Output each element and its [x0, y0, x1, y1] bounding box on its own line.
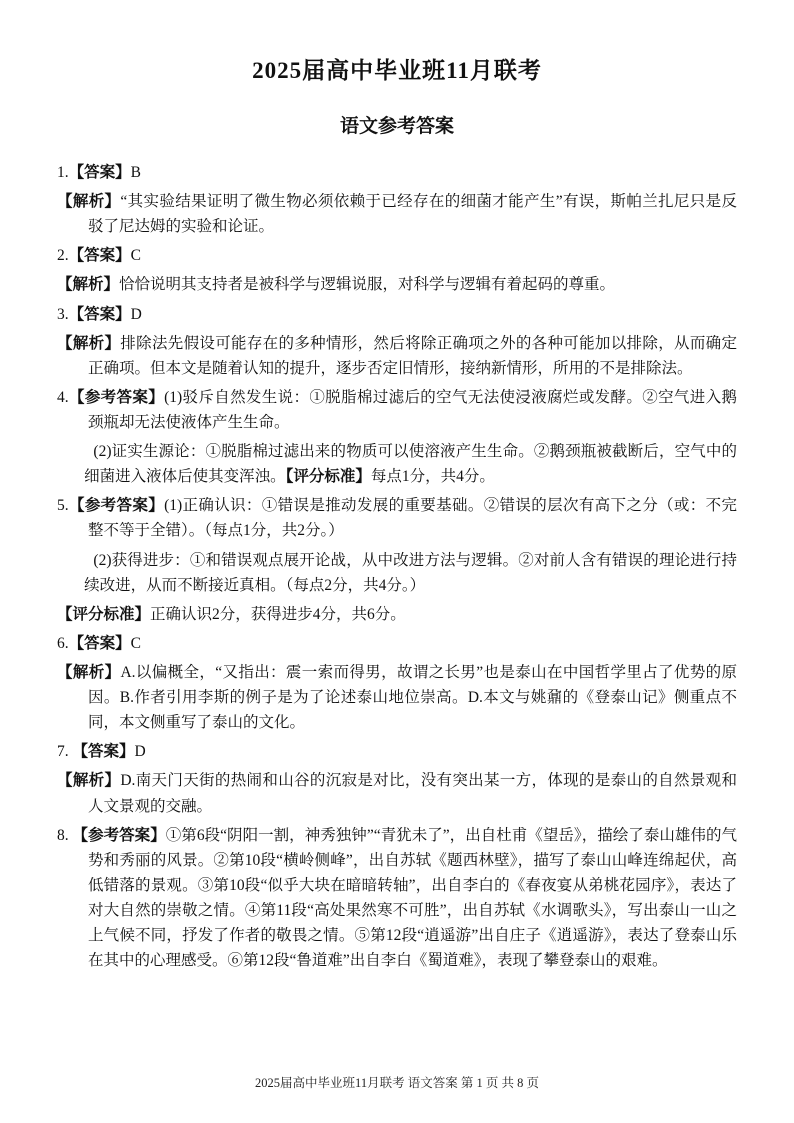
page-footer: 2025届高中毕业班11月联考 语文答案 第 1 页 共 8 页	[255, 1076, 539, 1090]
answer-3: 3.【答案】D	[57, 305, 142, 323]
reference-answer-5: 5.【参考答案】(1)正确认识：①错误是推动发展的重要基础。②错误的层次有高下之分（或：不完整不等于全错）。（每点1分，共2分。）	[57, 497, 737, 540]
answer-content	[57, 160, 737, 973]
analysis-6: 【解析】A.以偏概全，“又指出：震一索而得男，故谓之长男”也是泰山在中国哲学里占了优势的原因。B.作者引用李斯的例子是为了论述泰山地位崇高。D.本文与姚鼐的《登泰山记》侧重点不同，本文侧重写了泰山的文化。	[57, 663, 737, 732]
answer-6: 6.【答案】C	[57, 634, 141, 652]
reference-answer-5-continued: (2)获得进步：①和错误观点展开论战，从中改进方法与逻辑。②对前人含有错误的理论进行持续改进，从而不断接近真相。（每点2分，共4分。）	[84, 551, 737, 594]
page-subtitle: 语文参考答案	[339, 116, 454, 137]
reference-answer-4-continued: (2)证实生源论：①脱脂棉过滤出来的物质可以使溶液产生生命。②鹅颈瓶被截断后，空气中的细菌进入液体后使其变浑浊。【评分标准】每点1分，共4分。	[84, 443, 737, 486]
scoring-standard-5: 【评分标准】正确认识2分，获得进步4分，共6分。	[57, 605, 406, 623]
answer-7: 7. 【答案】D	[57, 743, 146, 761]
reference-answer-4: 4.【参考答案】(1)驳斥自然发生说：①脱脂棉过滤后的空气无法使浸液腐烂或发酵。②空气进入鹅颈瓶却无法使液体产生生命。	[57, 388, 737, 431]
analysis-1: 【解析】“其实验结果证明了微生物必须依赖于已经存在的细菌才能产生”有误，斯帕兰扎尼只是反驳了尼达姆的实验和论证。	[57, 193, 737, 236]
analysis-2: 【解析】恰恰说明其支持者是被科学与逻辑说服，对科学与逻辑有着起码的尊重。	[57, 276, 616, 294]
analysis-7: 【解析】D.南天门天街的热闹和山谷的沉寂是对比，没有突出某一方，体现的是泰山的自然景观和人文景观的交融。	[57, 772, 737, 815]
answer-1: 1.【答案】B	[57, 164, 141, 181]
reference-answer-8: 8. 【参考答案】①第6段“阴阳一割，神秀独钟”“青犹未了”，出自杜甫《望岳》，描绘了泰山雄伟的气势和秀丽的风景。②第10段“横岭侧峰”，出自苏轼《题西林壁》，描写了泰山山峰连绵起伏，高低错落的景观。③第10段“似乎大块在暗暗转轴”，出自李白的《春夜宴从弟桃花园序》，表达了对大自然的崇敬之情。④第11段“高处果然寒不可胜”，出自苏轼《水调歌头》，写出泰山一山之上气候不同，抒发了作者的敬畏之情。⑤第12段“逍遥游”出自庄子《逍遥游》，表达了登泰山乐在其中的心理感受。⑥第12段“鲁道难”出自李白《蜀道难》，表现了攀登泰山的艰难。	[57, 826, 737, 970]
answer-2: 2.【答案】C	[57, 247, 141, 265]
analysis-3: 【解析】排除法先假设可能存在的多种情形，然后将除正确项之外的各种可能加以排除，从而确定正确项。但本文是随着认知的提升，逐步否定旧情形，接纳新情形，所用的不是排除法。	[57, 334, 737, 377]
page-title: 2025届高中毕业班11月联考	[252, 58, 542, 83]
